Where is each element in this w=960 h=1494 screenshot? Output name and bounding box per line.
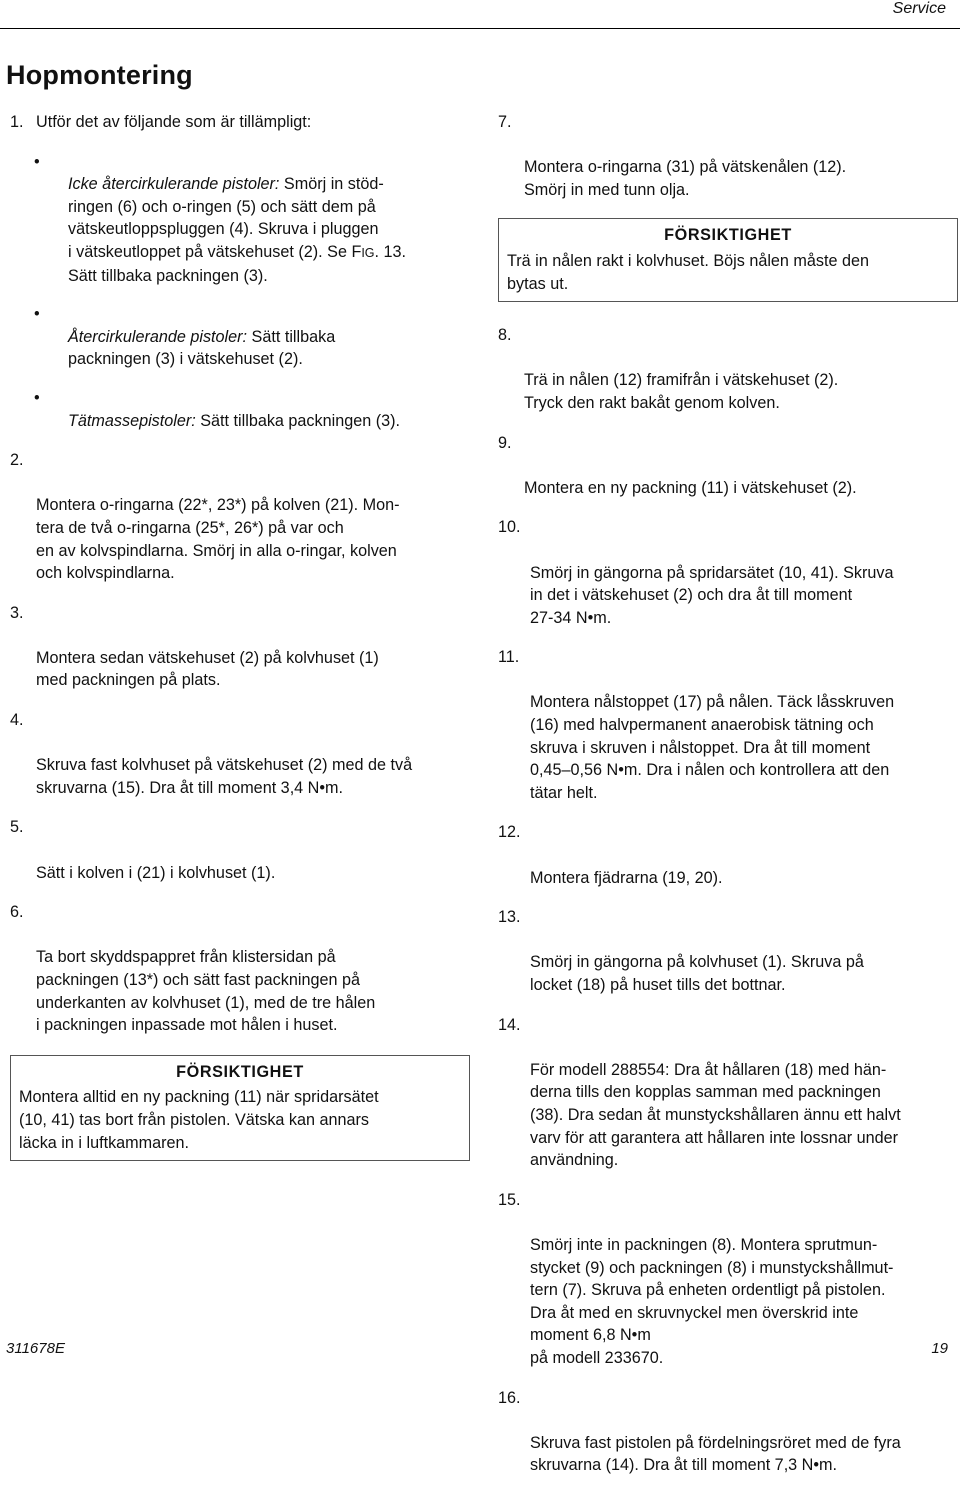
step-number: 10. [498,518,521,537]
step-16 [498,1387,958,1477]
bullet-list [10,151,470,433]
bullet-item-sealant [10,387,470,432]
step-number: 8. [498,326,512,345]
step-text: Montera en ny packning (11) i vätskehuset (2). [524,478,857,497]
caution-box-needle [498,218,958,302]
step-8 [498,324,958,414]
bullet-dot: • [34,305,40,324]
step-text: För modell 288554: Dra åt hållaren (18) med hän- derna tills den kopplas samman med packningen (38). Dra sedan åt munstyckshållaren ännu ett halvt varv för att garantera att hållaren inte lossnar under användning. [530,1060,901,1170]
step-number: 15. [498,1190,521,1209]
page-title: Hopmontering [6,60,193,90]
step-1 [10,111,470,134]
step-text: Sätt i kolven i (21) i kolvhuset (1). [36,863,276,882]
running-header-section: Service [892,0,946,17]
step-number: 5. [10,818,24,837]
step-text: Montera o-ringarna (22*, 23*) på kolven (21). Mon- tera de två o-ringarna (25*, 26*) på var och en av kolvspindlarna. Smörj in alla o-ringar, kolven och kolvspindlarna. [36,496,400,583]
step-12 [498,821,958,889]
step-number: 1. [10,113,24,131]
caution-heading: FÖRSIKTIGHET [176,1062,304,1081]
step-15 [498,1189,958,1370]
bullet-item-non-recirculating [10,151,470,288]
bullet-label: Icke återcirkulerande pistoler: [68,175,280,194]
fig-smallcaps: IG [361,245,375,260]
bullet-dot: • [34,388,40,407]
step-number: 9. [498,433,512,452]
step-6 [10,901,470,1037]
step-number: 11. [498,648,520,667]
step-5 [10,816,470,884]
bullet-dot: • [34,152,40,171]
footer-doc-number: 311678E [6,1340,65,1357]
step-13 [498,906,958,996]
step-number: 12. [498,823,521,842]
bullet-label: Tätmassepistoler: [68,411,196,430]
step-text: Ta bort skyddspappret från klistersidan på packningen (13*) och sätt fast packningen på underkanten av kolvhuset (1), med de tre hålen i packningen inpassade mot hålen i huset. [36,948,376,1035]
bullet-label: Återcirkulerande pistoler: [68,327,248,346]
step-11 [498,646,958,804]
step-number: 6. [10,903,24,922]
left-column [10,111,470,1187]
bullet-item-recirculating [10,303,470,371]
bullet-text-cont: . 13. Sätt tillbaka packningen (3). [68,242,407,285]
step-number: 3. [10,603,24,622]
step-text: Montera fjädrarna (19, 20). [530,868,723,887]
bullet-text: Smörj in stöd- ringen (6) och o-ringen (5) och sätt dem på vätskeutloppspluggen (4). Skruva i pluggen i vätskeutloppet på vätskehuset (2). Se F [68,175,384,261]
bullet-text: Sätt tillbaka packningen (3). [195,411,401,430]
step-number: 2. [10,451,24,470]
step-text: Utför det av följande som är tillämpligt: [36,113,312,131]
header-rule [0,28,960,29]
step-text: Smörj in gängorna på kolvhuset (1). Skruva på locket (18) på huset tills det bottnar. [530,953,864,994]
step-4 [10,709,470,799]
step-number: 13. [498,908,521,927]
caution-text: Montera alltid en ny packning (11) när spridarsätet (10, 41) tas bort från pistolen. Vätska kan annars läcka in i luftkammaren. [19,1088,379,1152]
step-text: Skruva fast pistolen på fördelningsröret med de fyra skruvarna (14). Dra åt till moment 7,3 N•m. [530,1433,901,1475]
step-number: 14. [498,1015,521,1034]
step-text: Smörj in gängorna på spridarsätet (10, 41). Skruva in det i vätskehuset (2) och dra åt till moment 27-34 N•m. [530,563,894,627]
footer-page-number: 19 [931,1340,948,1357]
step-9 [498,432,958,500]
step-text: Skruva fast kolvhuset på vätskehuset (2) med de två skruvarna (15). Dra åt till moment 3,4 N•m. [36,756,413,797]
step-2 [10,449,470,585]
step-7 [498,111,958,201]
bullet-text: Sätt tillbaka packningen (3) i vätskehuset (2). [68,327,336,369]
step-text: Montera o-ringarna (31) på vätskenålen (12). Smörj in med tunn olja. [524,158,847,199]
step-14 [498,1014,958,1172]
step-number: 7. [498,113,512,131]
caution-text: Trä in nålen rakt i kolvhuset. Böjs nålen måste den bytas ut. [507,251,870,293]
caution-box-packing [10,1055,470,1161]
step-3 [10,602,470,692]
right-column [498,111,958,1494]
step-10 [498,516,958,629]
step-text: Smörj inte in packningen (8). Montera sprutmun- stycket (9) och packningen (8) i munstyckshållmut- tern (7). Skruva på enheten ordentligt på pistolen. Dra åt med en skruvnyckel men överskrid inte moment 6,8 N•m på modell 233670. [530,1235,894,1367]
step-text: Montera sedan vätskehuset (2) på kolvhuset (1) med packningen på plats. [36,648,379,690]
step-text: Trä in nålen (12) framifrån i vätskehuset (2). Tryck den rakt bakåt genom kolven. [524,371,839,412]
step-number: 4. [10,711,24,730]
step-text: Montera nålstoppet (17) på nålen. Täck låsskruven (16) med halvpermanent anaerobisk tätning och skruva i skruven i nålstoppet. Dra åt till moment 0,45–0,56 N•m. Dra i nålen och kontrollera att den tätar helt. [530,693,895,802]
step-number: 16. [498,1388,521,1407]
caution-heading: FÖRSIKTIGHET [664,226,792,245]
